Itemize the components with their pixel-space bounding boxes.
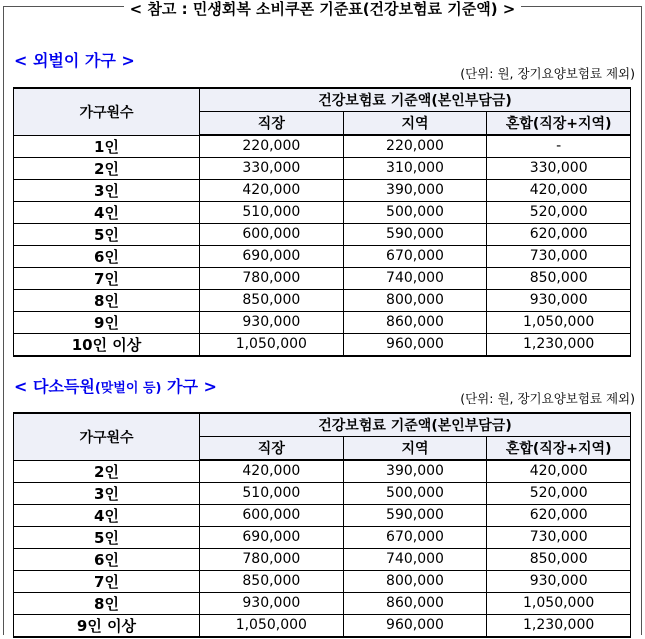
cell-mixed: 1,230,000 (487, 614, 631, 637)
header-insurance-group: 건강보험료 기준액(본인부담금) (200, 413, 631, 437)
row-household-label: 5인 (14, 223, 200, 245)
cell-mixed: - (487, 135, 631, 157)
header-col-mixed: 혼합(직장+지역) (487, 437, 631, 461)
cell-workplace: 1,050,000 (200, 614, 344, 637)
table-row (14, 289, 631, 311)
header-insurance-group: 건강보험료 기준액(본인부담금) (200, 88, 631, 112)
header-household-size: 가구원수 (14, 413, 200, 460)
cell-workplace: 690,000 (200, 245, 344, 267)
row-household-label: 10인 이상 (14, 333, 200, 356)
table-row (14, 157, 631, 179)
table-row (14, 592, 631, 614)
cell-regional: 310,000 (343, 157, 487, 179)
unit-note: (단위: 원, 장기요양보험료 제외) (460, 391, 635, 406)
cell-mixed: 930,000 (487, 289, 631, 311)
table-row (14, 333, 631, 356)
cell-regional: 860,000 (343, 592, 487, 614)
cell-workplace: 1,050,000 (200, 333, 344, 356)
cell-mixed: 930,000 (487, 570, 631, 592)
cell-mixed: 730,000 (487, 245, 631, 267)
table-row (14, 223, 631, 245)
row-household-label: 6인 (14, 548, 200, 570)
cell-mixed: 420,000 (487, 179, 631, 201)
row-household-label: 8인 (14, 592, 200, 614)
cell-workplace: 220,000 (200, 135, 344, 157)
table-row (14, 482, 631, 504)
cell-workplace: 930,000 (200, 592, 344, 614)
cell-regional: 390,000 (343, 179, 487, 201)
cell-regional: 500,000 (343, 201, 487, 223)
page-title: < 참고 : 민생회복 소비쿠폰 기준표(건강보험료 기준액) > (124, 0, 522, 18)
cell-workplace: 510,000 (200, 482, 344, 504)
cell-mixed: 730,000 (487, 526, 631, 548)
section-title-small: (맞벌이 등) (94, 381, 162, 396)
multi-income-table (13, 412, 631, 638)
cell-regional: 590,000 (343, 223, 487, 245)
cell-mixed: 850,000 (487, 267, 631, 289)
table-row (14, 526, 631, 548)
row-household-label: 4인 (14, 201, 200, 223)
row-household-label: 3인 (14, 482, 200, 504)
table-row (14, 267, 631, 289)
cell-workplace: 690,000 (200, 526, 344, 548)
header-col-workplace: 직장 (200, 437, 344, 461)
section-title-suffix: 가구 > (167, 377, 217, 396)
cell-regional: 740,000 (343, 548, 487, 570)
header-col-regional: 지역 (343, 437, 487, 461)
section-title-multi-income (14, 374, 217, 397)
header-col-regional: 지역 (343, 112, 487, 136)
cell-regional: 670,000 (343, 526, 487, 548)
cell-mixed: 420,000 (487, 460, 631, 482)
cell-mixed: 520,000 (487, 201, 631, 223)
header-household-size: 가구원수 (14, 88, 200, 135)
cell-regional: 740,000 (343, 267, 487, 289)
row-household-label: 8인 (14, 289, 200, 311)
cell-regional: 220,000 (343, 135, 487, 157)
row-household-label: 2인 (14, 157, 200, 179)
cell-regional: 800,000 (343, 289, 487, 311)
table-row (14, 245, 631, 267)
unit-note: (단위: 원, 장기요양보험료 제외) (460, 66, 635, 81)
table-row (14, 548, 631, 570)
row-household-label: 4인 (14, 504, 200, 526)
row-household-label: 7인 (14, 267, 200, 289)
cell-workplace: 600,000 (200, 504, 344, 526)
cell-mixed: 620,000 (487, 504, 631, 526)
cell-mixed: 1,050,000 (487, 592, 631, 614)
header-col-workplace: 직장 (200, 112, 344, 136)
cell-mixed: 1,050,000 (487, 311, 631, 333)
cell-regional: 670,000 (343, 245, 487, 267)
row-household-label: 5인 (14, 526, 200, 548)
cell-mixed: 1,230,000 (487, 333, 631, 356)
table-row (14, 201, 631, 223)
cell-workplace: 330,000 (200, 157, 344, 179)
section-title-text: < 외벌이 가구 > (14, 51, 135, 70)
row-household-label: 1인 (14, 135, 200, 157)
table-row (14, 135, 631, 157)
table-row (14, 311, 631, 333)
cell-regional: 500,000 (343, 482, 487, 504)
cell-regional: 860,000 (343, 311, 487, 333)
cell-mixed: 520,000 (487, 482, 631, 504)
table-row (14, 570, 631, 592)
row-household-label: 6인 (14, 245, 200, 267)
cell-workplace: 420,000 (200, 460, 344, 482)
cell-mixed: 620,000 (487, 223, 631, 245)
cell-regional: 960,000 (343, 333, 487, 356)
cell-workplace: 420,000 (200, 179, 344, 201)
cell-regional: 590,000 (343, 504, 487, 526)
row-household-label: 9인 (14, 311, 200, 333)
cell-regional: 960,000 (343, 614, 487, 637)
cell-workplace: 600,000 (200, 223, 344, 245)
cell-workplace: 780,000 (200, 548, 344, 570)
row-household-label: 3인 (14, 179, 200, 201)
cell-mixed: 330,000 (487, 157, 631, 179)
cell-mixed: 850,000 (487, 548, 631, 570)
row-household-label: 7인 (14, 570, 200, 592)
section-title-prefix: < 다소득원 (14, 377, 95, 396)
cell-regional: 800,000 (343, 570, 487, 592)
page-title-wrap (4, 0, 641, 19)
cell-regional: 390,000 (343, 460, 487, 482)
row-household-label: 2인 (14, 460, 200, 482)
header-col-mixed: 혼합(직장+지역) (487, 112, 631, 136)
cell-workplace: 510,000 (200, 201, 344, 223)
single-income-table (13, 87, 631, 357)
cell-workplace: 930,000 (200, 311, 344, 333)
row-household-label: 9인 이상 (14, 614, 200, 637)
table-row (14, 179, 631, 201)
cell-workplace: 850,000 (200, 570, 344, 592)
table-row (14, 460, 631, 482)
section-title-single-income (14, 48, 135, 71)
table-row (14, 614, 631, 637)
cell-workplace: 780,000 (200, 267, 344, 289)
cell-workplace: 850,000 (200, 289, 344, 311)
table-row (14, 504, 631, 526)
